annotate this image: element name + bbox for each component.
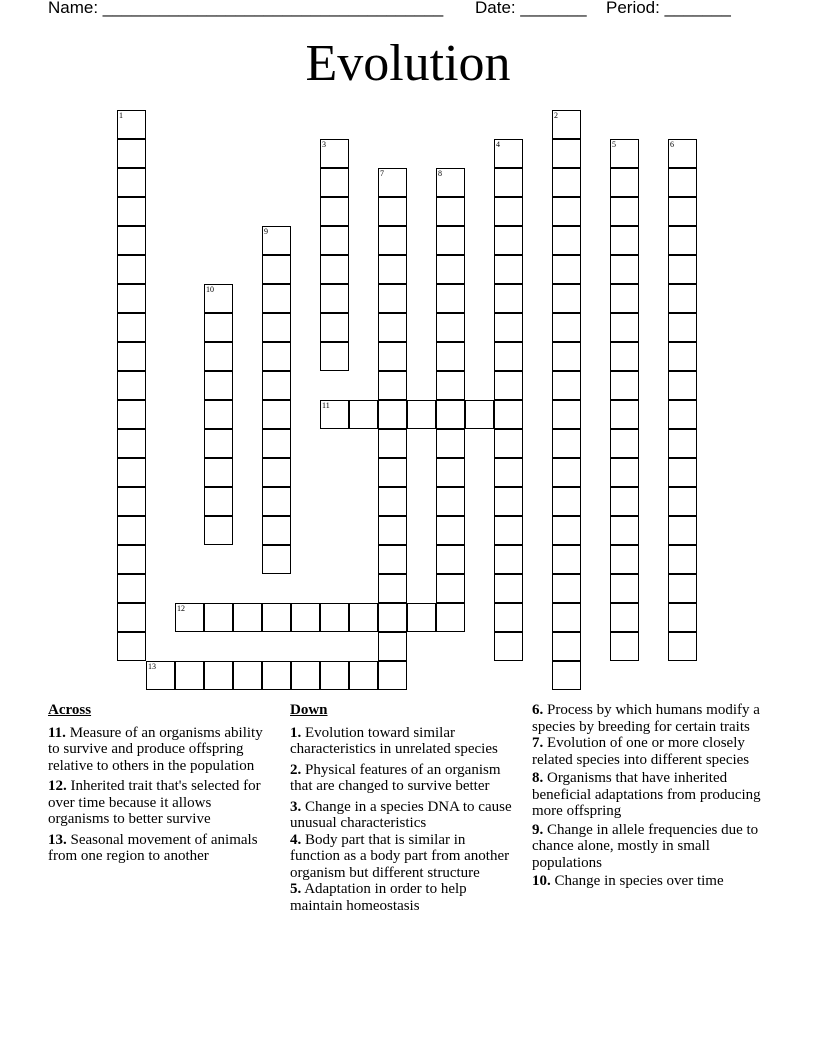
cell-number: 13: [148, 662, 156, 671]
grid-cell[interactable]: [117, 197, 146, 226]
grid-cell[interactable]: [262, 226, 291, 255]
grid-cell[interactable]: [436, 487, 465, 516]
clue-text: Evolution of one or more closely related species into different species: [532, 735, 750, 768]
grid-cell[interactable]: [610, 429, 639, 458]
grid-cell[interactable]: [668, 632, 697, 661]
grid-cell[interactable]: [204, 342, 233, 371]
grid-cell[interactable]: [668, 429, 697, 458]
grid-cell[interactable]: [465, 400, 494, 429]
grid-cell[interactable]: [436, 313, 465, 342]
grid-cell[interactable]: [262, 313, 291, 342]
cell-number: 4: [496, 140, 500, 149]
grid-cell[interactable]: [204, 429, 233, 458]
grid-cell[interactable]: [320, 255, 349, 284]
grid-cell[interactable]: [175, 603, 204, 632]
clue-number: 7.: [532, 735, 544, 751]
grid-cell[interactable]: [552, 313, 581, 342]
grid-cell[interactable]: [610, 400, 639, 429]
grid-cell[interactable]: [668, 574, 697, 603]
clue-down-2: [290, 762, 512, 795]
grid-cell[interactable]: [349, 603, 378, 632]
clue-text: Process by which humans modify a species by breeding for certain traits: [532, 702, 760, 735]
grid-cell[interactable]: [378, 313, 407, 342]
grid-cell[interactable]: [610, 516, 639, 545]
grid-cell[interactable]: [552, 661, 581, 690]
clue-down-5: [290, 881, 512, 914]
grid-cell[interactable]: [146, 661, 175, 690]
grid-cell[interactable]: [610, 313, 639, 342]
clue-number: 8.: [532, 770, 544, 786]
grid-cell[interactable]: [552, 574, 581, 603]
grid-cell[interactable]: [610, 197, 639, 226]
grid-cell[interactable]: [668, 400, 697, 429]
down-clues-column-1: [290, 702, 512, 918]
clue-text: Body part that is similar in function as a body part from another organism but different structure: [290, 831, 510, 881]
grid-cell[interactable]: [378, 661, 407, 690]
down-clues-column-2: [532, 702, 764, 894]
grid-cell[interactable]: [378, 545, 407, 574]
grid-cell[interactable]: [407, 400, 436, 429]
grid-cell[interactable]: [436, 226, 465, 255]
grid-cell[interactable]: [610, 284, 639, 313]
grid-cell[interactable]: [117, 632, 146, 661]
grid-cell[interactable]: [668, 139, 697, 168]
clue-number: 11.: [48, 724, 66, 741]
grid-cell[interactable]: [291, 603, 320, 632]
grid-cell[interactable]: [436, 255, 465, 284]
grid-cell[interactable]: [668, 487, 697, 516]
grid-cell[interactable]: [436, 516, 465, 545]
clue-text: Organisms that have inherited beneficial adaptations from producing more offspring: [532, 770, 761, 819]
grid-cell[interactable]: [668, 255, 697, 284]
grid-cell[interactable]: [320, 603, 349, 632]
grid-cell[interactable]: [117, 545, 146, 574]
grid-cell[interactable]: [552, 371, 581, 400]
grid-cell[interactable]: [204, 603, 233, 632]
grid-cell[interactable]: [668, 516, 697, 545]
clue-number: 1.: [290, 724, 302, 741]
grid-cell[interactable]: [436, 284, 465, 313]
grid-cell[interactable]: [378, 574, 407, 603]
grid-cell[interactable]: [494, 342, 523, 371]
grid-cell[interactable]: [494, 516, 523, 545]
grid-cell[interactable]: [378, 255, 407, 284]
cell-number: 8: [438, 169, 442, 178]
grid-cell[interactable]: [262, 545, 291, 574]
puzzle-title: Evolution: [305, 35, 511, 92]
grid-cell[interactable]: [494, 487, 523, 516]
grid-cell[interactable]: [233, 603, 262, 632]
clue-number: 5.: [290, 881, 302, 897]
grid-cell[interactable]: [262, 487, 291, 516]
grid-cell[interactable]: [204, 371, 233, 400]
grid-cell[interactable]: [117, 139, 146, 168]
clue-number: 4.: [290, 831, 302, 848]
clue-text: Measure of an organisms ability to survive and produce offspring relative to others in the population: [48, 724, 263, 774]
clue-number: 10.: [532, 873, 551, 889]
grid-cell[interactable]: [494, 168, 523, 197]
cell-number: 5: [612, 140, 616, 149]
grid-cell[interactable]: [378, 342, 407, 371]
cell-number: 3: [322, 140, 326, 149]
grid-cell[interactable]: [610, 371, 639, 400]
grid-cell[interactable]: [320, 661, 349, 690]
grid-cell[interactable]: [436, 429, 465, 458]
clue-number: 6.: [532, 702, 544, 718]
grid-cell[interactable]: [494, 284, 523, 313]
clue-down-7: [532, 735, 764, 768]
grid-cell[interactable]: [436, 342, 465, 371]
grid-cell[interactable]: [668, 545, 697, 574]
period-field[interactable]: Period: _______: [606, 0, 731, 17]
grid-cell[interactable]: [610, 139, 639, 168]
grid-cell[interactable]: [204, 400, 233, 429]
grid-cell[interactable]: [320, 284, 349, 313]
grid-cell[interactable]: [262, 661, 291, 690]
grid-cell[interactable]: [552, 458, 581, 487]
grid-cell[interactable]: [117, 371, 146, 400]
grid-cell[interactable]: [610, 632, 639, 661]
grid-cell[interactable]: [668, 197, 697, 226]
grid-cell[interactable]: [204, 661, 233, 690]
grid-cell[interactable]: [378, 632, 407, 661]
cell-number: 6: [670, 140, 674, 149]
grid-cell[interactable]: [552, 197, 581, 226]
cell-number: 10: [206, 285, 214, 294]
grid-cell[interactable]: [320, 168, 349, 197]
grid-cell[interactable]: [494, 313, 523, 342]
grid-cell[interactable]: [610, 255, 639, 284]
grid-cell[interactable]: [494, 545, 523, 574]
clue-text: Seasonal movement of animals from one region to another: [48, 831, 258, 864]
clue-down-1: [290, 725, 512, 758]
clue-down-8: [532, 770, 764, 820]
grid-cell[interactable]: [436, 603, 465, 632]
grid-cell[interactable]: [378, 400, 407, 429]
grid-cell[interactable]: [494, 255, 523, 284]
grid-cell[interactable]: [494, 632, 523, 661]
grid-cell[interactable]: [262, 516, 291, 545]
clue-text: Physical features of an organism that are changed to survive better: [290, 761, 501, 794]
grid-cell[interactable]: [117, 226, 146, 255]
grid-cell[interactable]: [552, 255, 581, 284]
clue-text: Change in a species DNA to cause unusual characteristics: [290, 798, 512, 831]
grid-cell[interactable]: [291, 661, 320, 690]
grid-cell[interactable]: [262, 284, 291, 313]
cell-number: 12: [177, 604, 185, 613]
grid-cell[interactable]: [117, 110, 146, 139]
grid-cell[interactable]: [552, 342, 581, 371]
grid-cell[interactable]: [320, 400, 349, 429]
grid-cell[interactable]: [262, 371, 291, 400]
grid-cell[interactable]: [552, 603, 581, 632]
grid-cell[interactable]: [117, 284, 146, 313]
grid-cell[interactable]: [552, 429, 581, 458]
grid-cell[interactable]: [494, 429, 523, 458]
grid-cell[interactable]: [320, 197, 349, 226]
grid-cell[interactable]: [204, 516, 233, 545]
grid-cell[interactable]: [668, 313, 697, 342]
grid-cell[interactable]: [378, 487, 407, 516]
grid-cell[interactable]: [320, 313, 349, 342]
date-field[interactable]: Date: _______: [475, 0, 587, 17]
grid-cell[interactable]: [436, 574, 465, 603]
grid-cell[interactable]: [378, 516, 407, 545]
grid-cell[interactable]: [668, 284, 697, 313]
grid-cell[interactable]: [117, 342, 146, 371]
grid-cell[interactable]: [233, 661, 262, 690]
grid-cell[interactable]: [552, 400, 581, 429]
grid-cell[interactable]: [117, 487, 146, 516]
grid-cell[interactable]: [668, 371, 697, 400]
grid-cell[interactable]: [610, 458, 639, 487]
grid-cell[interactable]: [552, 487, 581, 516]
across-heading: Across: [48, 702, 92, 718]
grid-cell[interactable]: [204, 284, 233, 313]
clue-text: Change in species over time: [554, 873, 724, 889]
grid-cell[interactable]: [262, 400, 291, 429]
grid-cell[interactable]: [610, 168, 639, 197]
grid-cell[interactable]: [349, 661, 378, 690]
clue-number: 3.: [290, 798, 302, 815]
grid-cell[interactable]: [552, 168, 581, 197]
grid-cell[interactable]: [378, 603, 407, 632]
grid-cell[interactable]: [494, 226, 523, 255]
grid-cell[interactable]: [494, 458, 523, 487]
clue-across-13: [48, 832, 276, 865]
grid-cell[interactable]: [320, 226, 349, 255]
grid-cell[interactable]: [552, 516, 581, 545]
grid-cell[interactable]: [552, 284, 581, 313]
grid-cell[interactable]: [494, 400, 523, 429]
name-field[interactable]: Name: ____________________________________: [48, 0, 444, 17]
grid-cell[interactable]: [436, 168, 465, 197]
grid-cell[interactable]: [262, 255, 291, 284]
grid-cell[interactable]: [407, 603, 436, 632]
grid-cell[interactable]: [668, 603, 697, 632]
grid-cell[interactable]: [668, 458, 697, 487]
clue-down-10: [532, 873, 764, 890]
grid-cell[interactable]: [320, 139, 349, 168]
grid-cell[interactable]: [610, 545, 639, 574]
cell-number: 7: [380, 169, 384, 178]
grid-cell[interactable]: [378, 429, 407, 458]
grid-cell[interactable]: [610, 226, 639, 255]
grid-cell[interactable]: [494, 139, 523, 168]
grid-cell[interactable]: [668, 168, 697, 197]
clue-number: 2.: [290, 761, 302, 778]
grid-cell[interactable]: [552, 226, 581, 255]
grid-cell[interactable]: [349, 400, 378, 429]
cell-number: 2: [554, 111, 558, 120]
clue-text: Change in allele frequencies due to chance alone, mostly in small populations: [532, 821, 759, 871]
grid-cell[interactable]: [262, 342, 291, 371]
grid-cell[interactable]: [494, 603, 523, 632]
clue-down-6: [532, 702, 764, 735]
grid-cell[interactable]: [262, 458, 291, 487]
grid-cell[interactable]: [610, 603, 639, 632]
grid-cell[interactable]: [117, 516, 146, 545]
clue-number: 9.: [532, 821, 544, 838]
grid-cell[interactable]: [204, 487, 233, 516]
grid-cell[interactable]: [378, 197, 407, 226]
grid-cell[interactable]: [436, 197, 465, 226]
across-clues: [48, 702, 276, 869]
grid-cell[interactable]: [378, 284, 407, 313]
grid-cell[interactable]: [378, 458, 407, 487]
grid-cell[interactable]: [117, 429, 146, 458]
grid-cell[interactable]: [378, 168, 407, 197]
grid-cell[interactable]: [262, 603, 291, 632]
clue-text: Inherited trait that's selected for over time because it allows organisms to better survive: [48, 778, 261, 827]
cell-number: 11: [322, 401, 330, 410]
grid-cell[interactable]: [436, 371, 465, 400]
grid-cell[interactable]: [117, 168, 146, 197]
down-heading: Down: [290, 702, 328, 718]
grid-cell[interactable]: [610, 487, 639, 516]
grid-cell[interactable]: [494, 574, 523, 603]
grid-cell[interactable]: [378, 371, 407, 400]
grid-cell[interactable]: [204, 313, 233, 342]
grid-cell[interactable]: [610, 574, 639, 603]
clue-down-4: [290, 832, 512, 882]
clue-across-12: [48, 778, 276, 828]
grid-cell[interactable]: [436, 458, 465, 487]
grid-cell[interactable]: [610, 342, 639, 371]
grid-cell[interactable]: [436, 545, 465, 574]
cell-number: 9: [264, 227, 268, 236]
grid-cell[interactable]: [552, 110, 581, 139]
grid-cell[interactable]: [494, 371, 523, 400]
grid-cell[interactable]: [117, 603, 146, 632]
grid-cell[interactable]: [436, 400, 465, 429]
grid-cell[interactable]: [175, 661, 204, 690]
clue-across-11: [48, 725, 276, 775]
clue-number: 13.: [48, 831, 67, 848]
grid-cell[interactable]: [117, 458, 146, 487]
grid-cell[interactable]: [552, 545, 581, 574]
clue-text: Evolution toward similar characteristics in unrelated species: [290, 724, 498, 757]
grid-cell[interactable]: [552, 139, 581, 168]
clue-down-9: [532, 822, 764, 872]
grid-cell[interactable]: [117, 400, 146, 429]
grid-cell[interactable]: [378, 226, 407, 255]
grid-cell[interactable]: [320, 342, 349, 371]
clue-text: Adaptation in order to help maintain homeostasis: [290, 881, 467, 914]
clue-down-3: [290, 799, 512, 832]
grid-cell[interactable]: [552, 632, 581, 661]
grid-cell[interactable]: [494, 197, 523, 226]
clue-number: 12.: [48, 778, 67, 794]
grid-cell[interactable]: [668, 342, 697, 371]
grid-cell[interactable]: [117, 574, 146, 603]
grid-cell[interactable]: [668, 226, 697, 255]
grid-cell[interactable]: [204, 458, 233, 487]
cell-number: 1: [119, 111, 123, 120]
grid-cell[interactable]: [262, 429, 291, 458]
grid-cell[interactable]: [117, 313, 146, 342]
grid-cell[interactable]: [117, 255, 146, 284]
